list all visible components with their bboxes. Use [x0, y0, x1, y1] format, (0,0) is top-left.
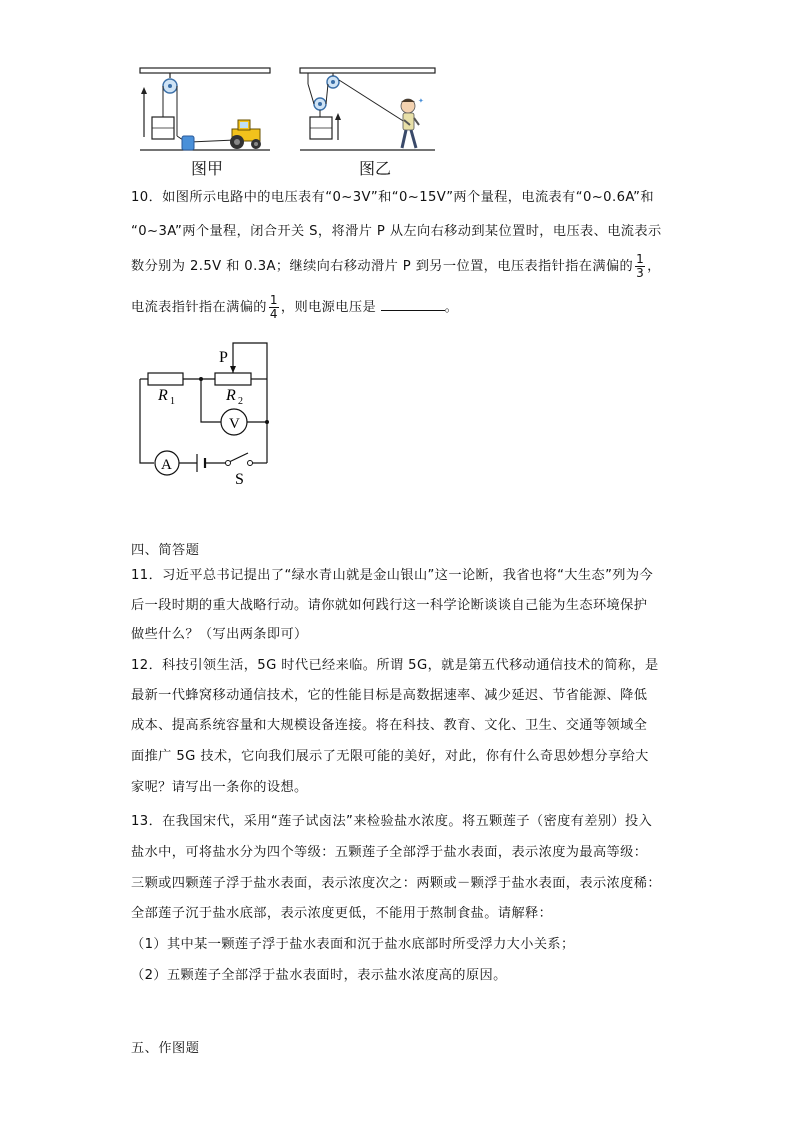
- q12-line2: 最新一代蜂窝移动通信技术，它的性能目标是高数据速率、减少延迟、节省能源、降低: [131, 688, 648, 703]
- label-r1: R: [158, 387, 168, 404]
- q11-line1: 11．习近平总书记提出了“绿水青山就是金山银山”这一论断，我省也将“大生态”列为今: [131, 568, 654, 583]
- q10-line3-text: 数分别为 2.5V 和 0.3A；继续向右移动滑片 P 到另一位置，电压表指针指在满偏的: [131, 259, 634, 274]
- q13-line4: 全部莲子沉于盐水底部，表示浓度更低，不能用于熬制食盐。请解释：: [131, 906, 553, 921]
- q10-line1: 10．如图所示电路中的电压表有“0~3V”和“0~15V”两个量程，电流表有“0~0.6A”和: [131, 190, 654, 205]
- circuit-diagram: [130, 336, 280, 492]
- pulley-b-fixed: [327, 76, 339, 88]
- q11-line2: 后一段时期的重大战略行动。请你就如何践行这一科学论断谈谈自己能为生态环境保护: [131, 598, 648, 613]
- q13-line3: 三颗或四颗莲子浮于盐水表面，表示浓度次之：两颗或－颗浮于盐水表面，表示浓度稀：: [131, 876, 661, 891]
- q12-line3: 成本、提高系统容量和大规模设备连接。将在科技、教育、文化、卫生、交通等领域全: [131, 718, 648, 733]
- section-4-title: 四、简答题: [131, 543, 200, 558]
- q10-line4-text: 电流表指针指在满偏的: [131, 300, 267, 315]
- pulley-figures: [130, 62, 450, 180]
- q12-line5: 家呢？请写出一条你的设想。: [131, 780, 308, 795]
- q13-sub1: （1）其中某一颗莲子浮于盐水表面和沉于盐水底部时所受浮力大小关系；: [131, 937, 575, 952]
- q10-line3: 数分别为 2.5V 和 0.3A；继续向右移动滑片 P 到另一位置，电压表指针指在满偏的 $\frac{1}{3}$ ，: [131, 251, 661, 280]
- q10-line2: “0~3A”两个量程，闭合开关 S，将滑片 P 从左向右移动到某位置时，电压表、电流表示: [131, 224, 662, 239]
- label-r2-sub: 2: [238, 396, 243, 407]
- fraction-one-third: $\frac{1}{3}$: [636, 251, 645, 280]
- label-r1-sub: 1: [170, 396, 175, 407]
- ceiling-b: [300, 68, 435, 73]
- fraction-one-quarter: $\frac{1}{4}$: [269, 292, 278, 321]
- figure-b-caption: 图乙: [359, 159, 392, 178]
- answer-blank[interactable]: [381, 298, 445, 311]
- q12-line4: 面推广 5G 技术，它向我们展示了无限可能的美好，对此，你有什么奇思妙想分享给大: [131, 749, 649, 764]
- section-5-title: 五、作图题: [131, 1041, 200, 1056]
- q13-line2: 盐水中，可将盐水分为四个等级：五颗莲子全部浮于盐水表面，表示浓度为最高等级：: [131, 845, 648, 860]
- q10-line4: 电流表指针指在满偏的 $\frac{1}{4}$ ，则电源电压是 。: [131, 292, 459, 321]
- q13-line1: 13．在我国宋代，采用“莲子试卤法”来检验盐水浓度。将五颗莲子（密度有差别）投入: [131, 814, 653, 829]
- switch-label: S: [235, 471, 244, 488]
- person-pulling: [401, 97, 424, 148]
- q13-sub2: （2）五颗莲子全部浮于盐水表面时，表示盐水浓度高的原因。: [131, 968, 507, 983]
- pulley-a: [163, 79, 177, 93]
- voltmeter-label: V: [229, 416, 240, 432]
- q12-line1: 12．科技引领生活，5G 时代已经来临。所谓 5G，就是第五代移动通信技术的简称，是: [131, 658, 659, 673]
- pulley-b-moving: [314, 98, 326, 110]
- ammeter-label: A: [161, 457, 172, 473]
- label-r2: R: [226, 387, 236, 404]
- svg-text:✦: ✦: [418, 97, 424, 105]
- tractor: [230, 120, 261, 149]
- label-p: P: [219, 349, 228, 366]
- figure-a-caption: 图甲: [191, 159, 224, 178]
- q11-line3: 做些什么？（写出两条即可）: [131, 627, 308, 642]
- ceiling-a: [140, 68, 270, 73]
